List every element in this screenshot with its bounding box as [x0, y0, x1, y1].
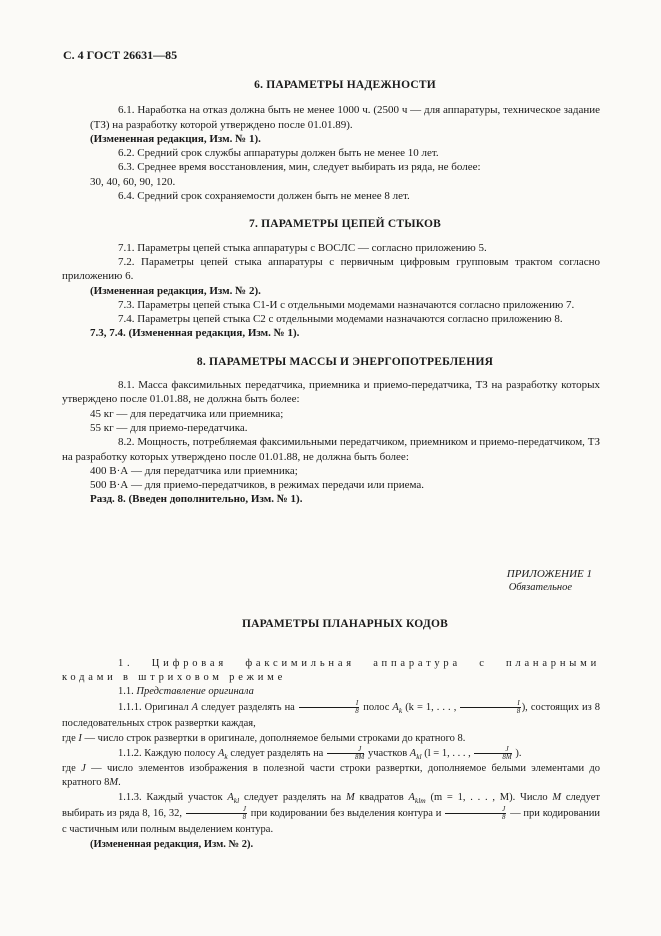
p111-part-a: 1.1.1. Оригинал — [118, 701, 192, 713]
para-7-1: 7.1. Параметры цепей стыка аппаратуры с ВОСЛС — согласно приложению 5. — [118, 241, 487, 254]
para-7-3: 7.3. Параметры цепей стыка С1-И с отдельными модемами назначаются согласно приложению 7. — [118, 298, 575, 311]
power-transceiver: 500 В·А — для приемо-передатчиков, в режимах передачи или приема. — [90, 479, 425, 492]
p113-frac2-num: J — [445, 806, 506, 814]
p112-frac2-num: J — [474, 746, 511, 754]
para-8-2: 8.2. Мощность, потребляемая факсимильными передатчиком, приемником и приемо-передатчиком, ТЗ на разработку которых утверждено после 01.01.88, не должна быть более: — [62, 436, 600, 463]
p113-part-f: при кодировании без выделения контура и — [247, 808, 445, 820]
para-6-4: 6.4. Средний срок сохраняемости должен быть не менее 8 лет. — [118, 190, 410, 203]
para-8-1: 8.1. Масса факсимильных передатчика, приемника и приемо-передатчика, ТЗ на разработку которых утверждено после 01.01.88, не должна быть более: — [62, 379, 600, 406]
p113-part-a: 1.1.3. Каждый участок — [118, 792, 228, 804]
appendix-para-1: 1. Цифровая факсимильная аппаратура с планарными кодами в штриховом режиме — [62, 657, 600, 683]
para-6-3: 6.3. Среднее время восстановления, мин, следует выбирать из ряда, не более: — [118, 161, 481, 174]
appendix-status: Обязательное — [508, 582, 572, 594]
para-1-1-number: 1.1. — [118, 686, 134, 698]
p111-part-e: ), состоящих из 8 последовательных строк развертки каждая, — [62, 701, 600, 729]
p111-var-a: A — [191, 701, 199, 713]
section-7-title: 7. ПАРАМЕТРЫ ЦЕПЕЙ СТЫКОВ — [249, 218, 441, 231]
p112-part-a: 1.1.2. Каждую полосу — [118, 747, 218, 759]
p112-var-a: A — [217, 747, 225, 759]
p112-sub-kl: kl — [416, 751, 422, 761]
edit-note-6-1: (Измененная редакция, Изм. № 1). — [90, 132, 261, 145]
section-6-title: 6. ПАРАМЕТРЫ НАДЕЖНОСТИ — [254, 79, 436, 91]
p113-fraction-2 — [445, 806, 506, 821]
document-body — [62, 78, 601, 853]
p113-frac1-den: 8 — [242, 813, 247, 822]
para-7-2: 7.2. Параметры цепей стыка аппаратуры с первичным цифровым групповым трактом согласно приложению 6. — [62, 255, 600, 283]
p113-var-a2: A — [408, 792, 415, 804]
p112-part-e: ). — [512, 747, 522, 759]
p112-fraction-2 — [474, 746, 511, 761]
appendix-para-1-1-1 — [62, 700, 600, 732]
p111-part-d: (k = 1, . . . , — [402, 701, 460, 713]
mass-transmitter: 45 кг — для передатчика или приемника; — [90, 407, 284, 420]
appendix-edit-note: (Измененная редакция, Изм. № 2). — [90, 839, 254, 851]
page-header: С. 4 ГОСТ 26631—85 — [63, 48, 178, 62]
p112-fraction-1 — [327, 746, 364, 761]
p112-part-c: участков — [365, 747, 410, 759]
p112-where-b: — число элементов изображения в полезной части строки развертки, дополняемое белыми элементами до кратного 8 — [62, 762, 600, 789]
p113-var-m: M — [345, 792, 355, 804]
appendix-para-1-1-2 — [90, 746, 600, 762]
p112-frac1-den: 8M — [354, 752, 365, 761]
p111-frac1-den: 8 — [355, 706, 359, 715]
p113-part-c: квадратов — [354, 792, 409, 804]
p111-fraction-1 — [299, 700, 359, 715]
para-1-1-heading: Представление оригинала — [136, 686, 254, 698]
edit-note-7-3-7-4: 7.3, 7.4. (Измененная редакция, Изм. № 1). — [90, 327, 300, 340]
appendix-para-1-1-1-where — [62, 732, 600, 746]
p112-where-m: M — [109, 777, 119, 789]
p113-fraction-1 — [186, 806, 247, 821]
p113-part-b: следует разделять на — [239, 792, 346, 804]
p113-sub-kl: kl — [233, 796, 240, 806]
p111-where-a: где — [62, 732, 79, 744]
para-6-2: 6.2. Средний срок службы аппаратуры должен быть не менее 10 лет. — [118, 147, 439, 160]
p111-fraction-2 — [460, 700, 520, 715]
edit-note-7-2: (Измененная редакция, Изм. № 2). — [90, 284, 261, 297]
p112-sub-k: k — [224, 751, 228, 761]
p113-part-d: (m = 1, . . . , M). Число — [425, 792, 553, 804]
mass-transceiver: 55 кг — для приемо-передатчика. — [90, 421, 248, 434]
para-6-3-values: 30, 40, 60, 90, 120. — [90, 175, 176, 188]
p113-frac2-den: 8 — [501, 813, 506, 822]
p111-where-b: — число строк развертки в оригинале, дополняемое белыми строками до кратного 8. — [81, 732, 466, 744]
p111-sub-k: k — [398, 705, 403, 715]
p111-var-ak: A — [392, 701, 399, 713]
p111-frac1-num: I — [299, 700, 359, 708]
p112-where-var: J — [81, 762, 86, 774]
p111-part-c: полос — [360, 701, 393, 713]
para-7-4: 7.4. Параметры цепей стыка С2 с отдельными модемами назначаются согласно приложению 8. — [118, 313, 563, 326]
p112-part-d: (l = 1, . . . , — [421, 747, 474, 759]
p112-frac2-den: 8M — [502, 752, 512, 761]
p111-frac2-num: I — [460, 700, 520, 708]
p113-sub-klm: klm — [414, 796, 426, 806]
edit-note-section-8: Разд. 8. (Введен дополнительно, Изм. № 1). — [90, 493, 303, 506]
p111-where-var: I — [78, 732, 82, 744]
p112-where-end: . — [118, 777, 121, 789]
appendix-para-1-1-3 — [62, 790, 600, 838]
appendix-para-1-1 — [90, 685, 600, 699]
p112-part-b: следует разделять на — [227, 747, 326, 759]
p113-part-e: следует выбирать из ряда 8, 16, 32, — [62, 792, 600, 820]
p113-frac1-num: J — [186, 806, 247, 814]
p112-where-a: где — [62, 762, 82, 774]
p113-var-a: A — [227, 792, 234, 804]
para-6-1: 6.1. Наработка на отказ должна быть не менее 1000 ч. (2500 ч — для аппаратуры, техническое задание (ТЗ) на разработку которой утверждено после 01.01.89). — [90, 104, 600, 131]
appendix-label: ПРИЛОЖЕНИЕ 1 — [506, 567, 592, 580]
power-transmitter: 400 В·А — для передатчика или приемника; — [90, 464, 298, 477]
p111-part-b: следует разделять на — [198, 701, 298, 713]
appendix-title: ПАРАМЕТРЫ ПЛАНАРНЫХ КОДОВ — [242, 618, 448, 631]
p112-var-a2: A — [409, 747, 417, 759]
appendix-para-1-1-2-where — [62, 762, 600, 791]
p111-frac2-den: 8 — [516, 706, 521, 715]
section-8-title: 8. ПАРАМЕТРЫ МАССЫ И ЭНЕРГОПОТРЕБЛЕНИЯ — [196, 355, 494, 368]
p113-var-m2: M — [552, 792, 562, 804]
p112-frac1-num: J — [327, 746, 364, 754]
p113-part-g: — при кодировании с частичным или полным выделением контура. — [62, 808, 601, 836]
